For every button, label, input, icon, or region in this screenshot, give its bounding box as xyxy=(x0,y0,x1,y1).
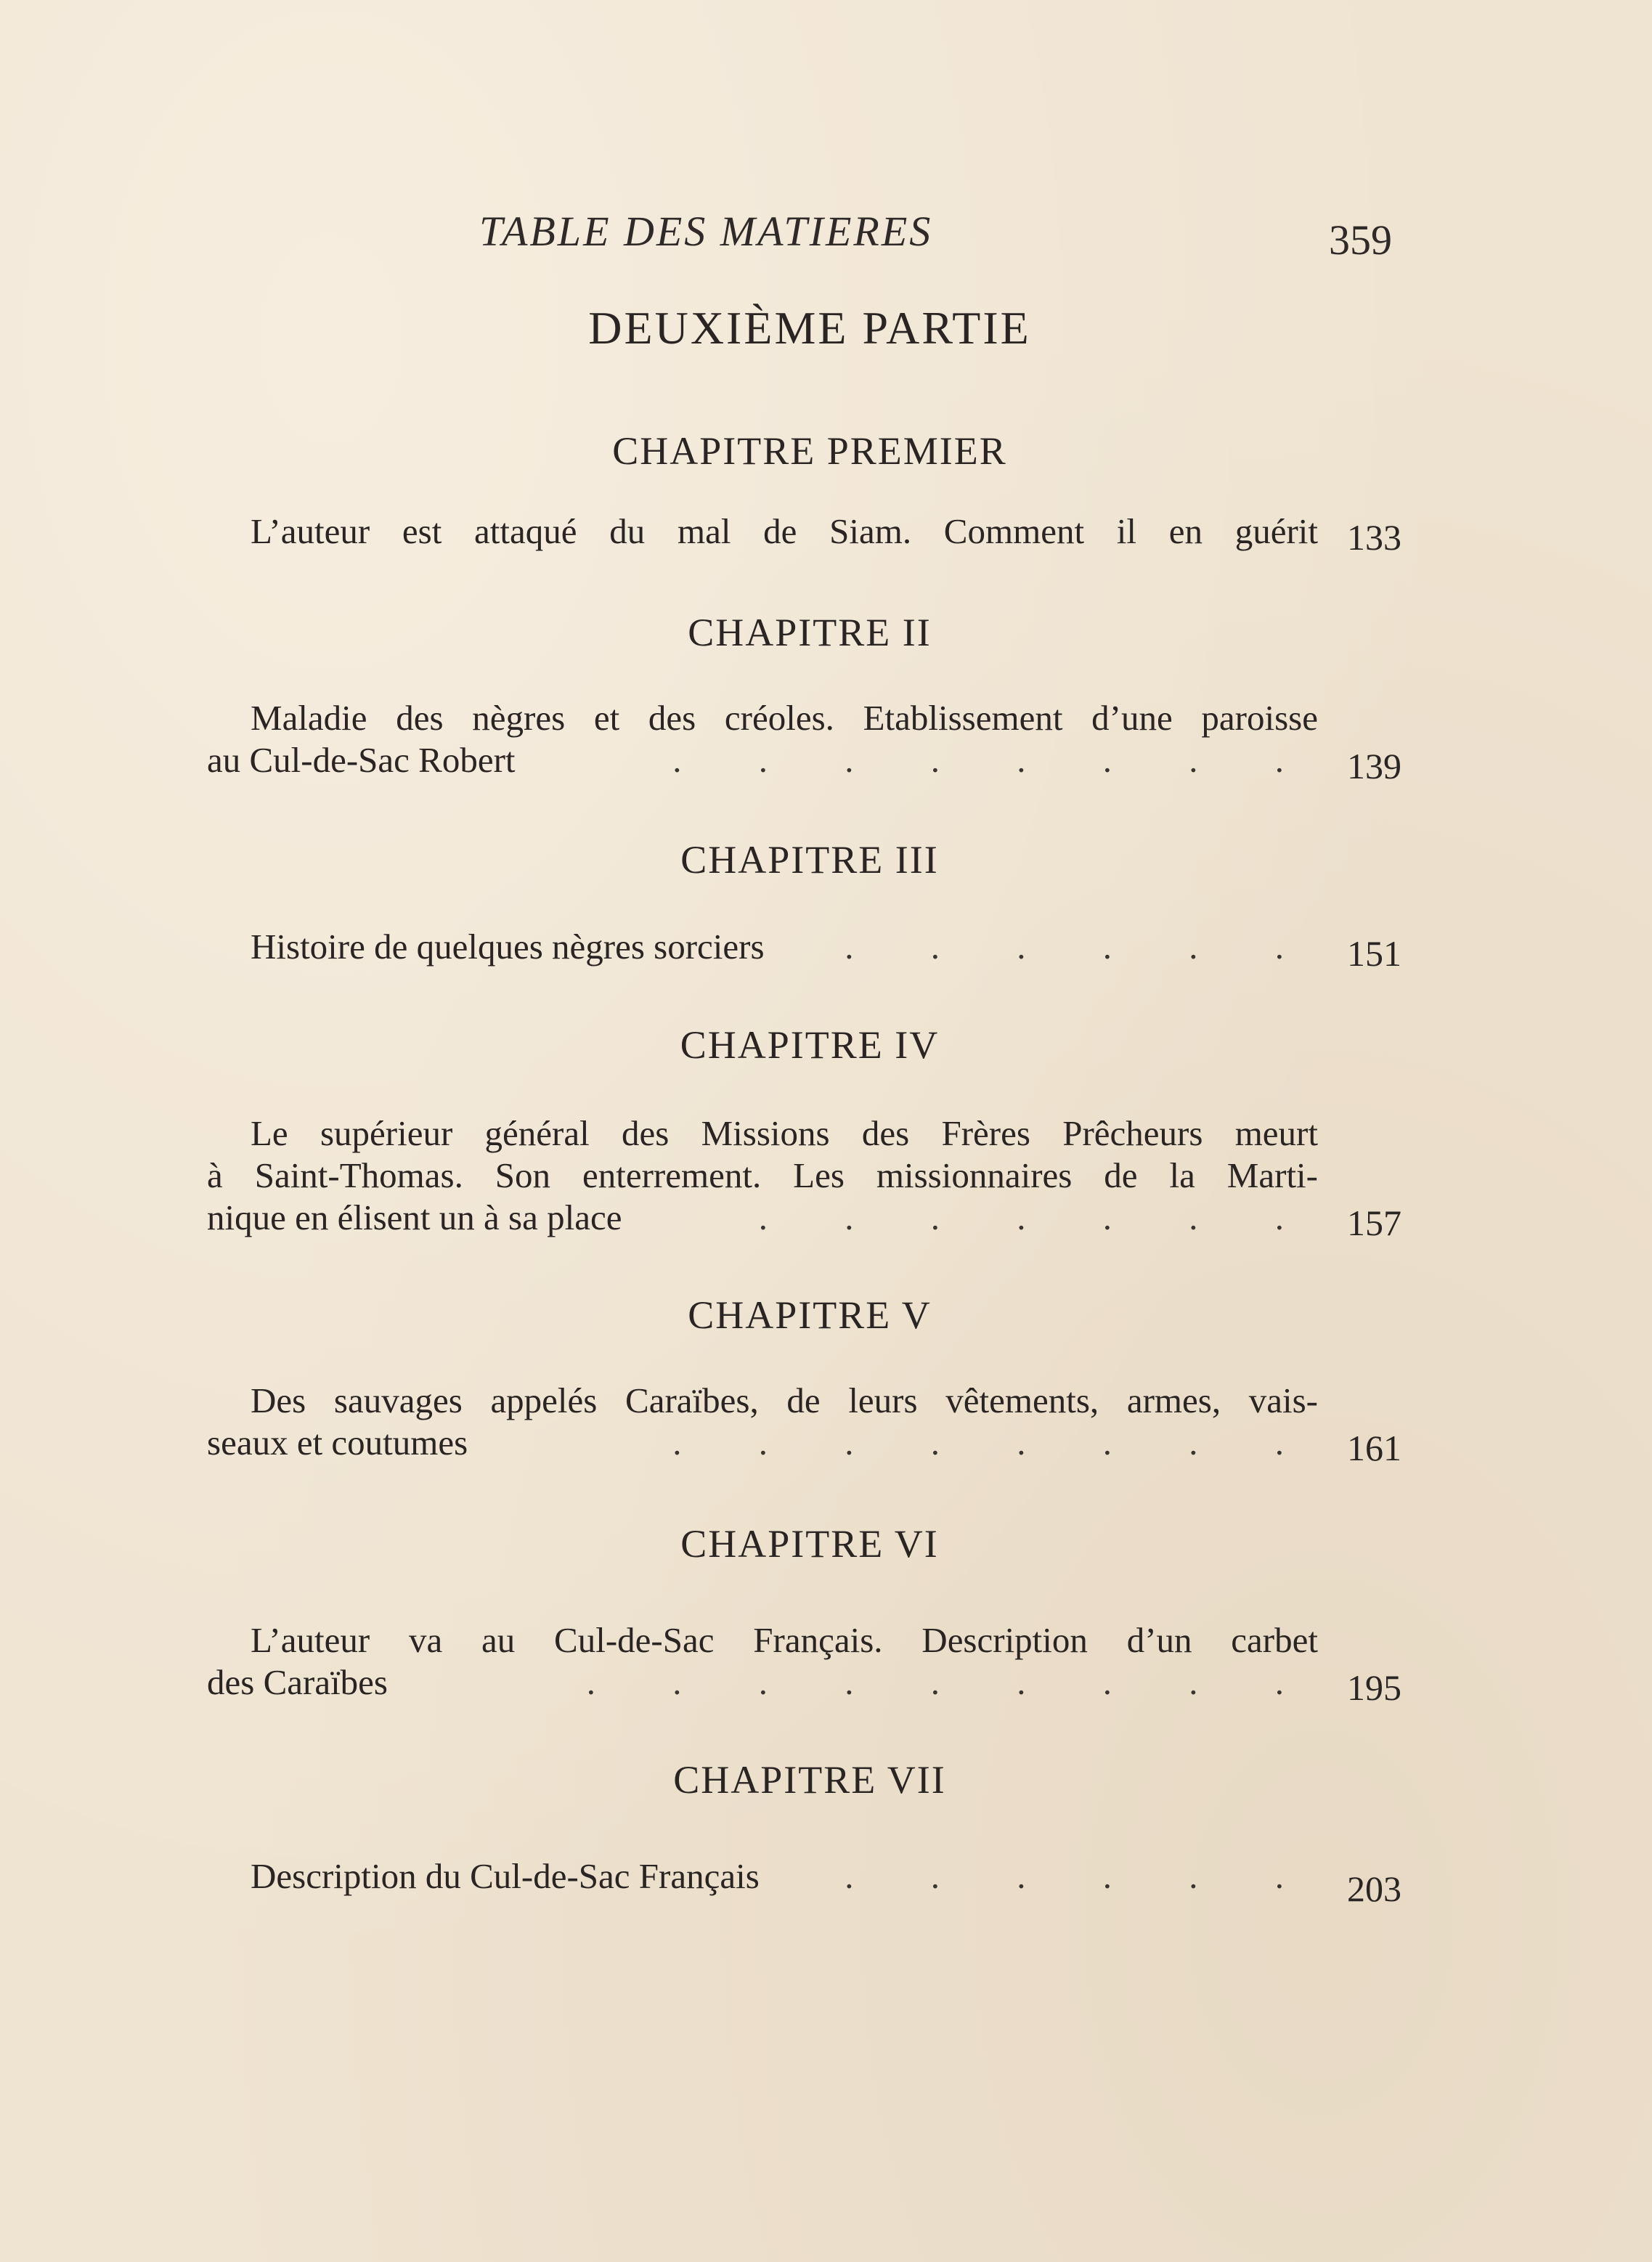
toc-entry-line xyxy=(207,1855,1318,1897)
chapter-heading-7: CHAPITRE VII xyxy=(673,1758,946,1802)
toc-page-ref-2: 139 xyxy=(1347,746,1401,786)
toc-entry-5 xyxy=(207,1380,1318,1464)
running-title: TABLE DES MATIERES xyxy=(479,208,933,255)
toc-page-ref-6: 195 xyxy=(1347,1667,1401,1708)
toc-entry-line: Maladie des nègres et des créoles. Etablissement d’une paroisse xyxy=(251,698,1318,738)
toc-page-ref-3: 151 xyxy=(1347,933,1401,974)
toc-entry-text: Description du Cul-de-Sac Français xyxy=(251,1856,760,1896)
toc-page-ref-5: 161 xyxy=(1347,1428,1401,1468)
toc-entry-line: Le supérieur général des Missions des Frères Prêcheurs meurt xyxy=(251,1113,1318,1153)
toc-page-ref-7: 203 xyxy=(1347,1868,1401,1909)
toc-entry-line xyxy=(207,1661,1318,1704)
toc-entry-line xyxy=(207,1422,1318,1464)
dot-leader: . . . . . . . . . xyxy=(586,1662,1318,1702)
dot-leader: . . . . . . xyxy=(845,927,1318,967)
toc-entry-line: Des sauvages appelés Caraïbes, de leurs vêtements, armes, vais- xyxy=(251,1380,1318,1420)
toc-entry-text: au Cul-de-Sac Robert xyxy=(207,740,516,780)
running-head xyxy=(0,207,1652,265)
toc-entry-text: seaux et coutumes xyxy=(207,1423,468,1462)
toc-entry-3 xyxy=(207,926,1318,968)
toc-entry-line: L’auteur va au Cul-de-Sac Français. Description d’un carbet xyxy=(251,1620,1318,1660)
toc-entry-text: des Caraïbes xyxy=(207,1662,388,1702)
dot-leader: . . . . . . . xyxy=(758,1197,1318,1237)
toc-entry-line: à Saint-Thomas. Son enterrement. Les missionnaires de la Marti- xyxy=(207,1155,1318,1195)
toc-page-ref-1: 133 xyxy=(1347,517,1401,558)
dot-leader: . . . . . . xyxy=(845,1856,1318,1896)
toc-entry-text: Histoire de quelques nègres sorciers xyxy=(251,927,765,967)
toc-entry-1 xyxy=(207,510,1318,553)
toc-page-ref-4: 157 xyxy=(1347,1203,1401,1243)
toc-entry-line xyxy=(207,739,1318,781)
toc-entry-text: nique en élisent un à sa place xyxy=(207,1197,622,1237)
toc-entry-line xyxy=(207,1197,1318,1239)
toc-entry-2 xyxy=(207,697,1318,781)
chapter-heading-5: CHAPITRE V xyxy=(688,1293,932,1337)
toc-entry-line: L’auteur est attaqué du mal de Siam. Comment il en guérit xyxy=(251,511,1318,551)
chapter-heading-6: CHAPITRE VI xyxy=(680,1522,939,1566)
chapter-heading-1: CHAPITRE PREMIER xyxy=(612,429,1007,473)
chapter-heading-2: CHAPITRE II xyxy=(688,611,932,654)
dot-leader: . . . . . . . . xyxy=(672,740,1318,780)
toc-entry-7 xyxy=(207,1855,1318,1897)
toc-entry-4 xyxy=(207,1112,1318,1239)
toc-entry-6 xyxy=(207,1619,1318,1704)
dot-leader: . . . . . . . . xyxy=(672,1423,1318,1462)
toc-entry-line xyxy=(207,926,1318,968)
page-number: 359 xyxy=(1329,216,1392,264)
chapter-heading-3: CHAPITRE III xyxy=(680,838,939,882)
part-title: DEUXIÈME PARTIE xyxy=(588,302,1031,354)
chapter-heading-4: CHAPITRE IV xyxy=(680,1023,940,1067)
